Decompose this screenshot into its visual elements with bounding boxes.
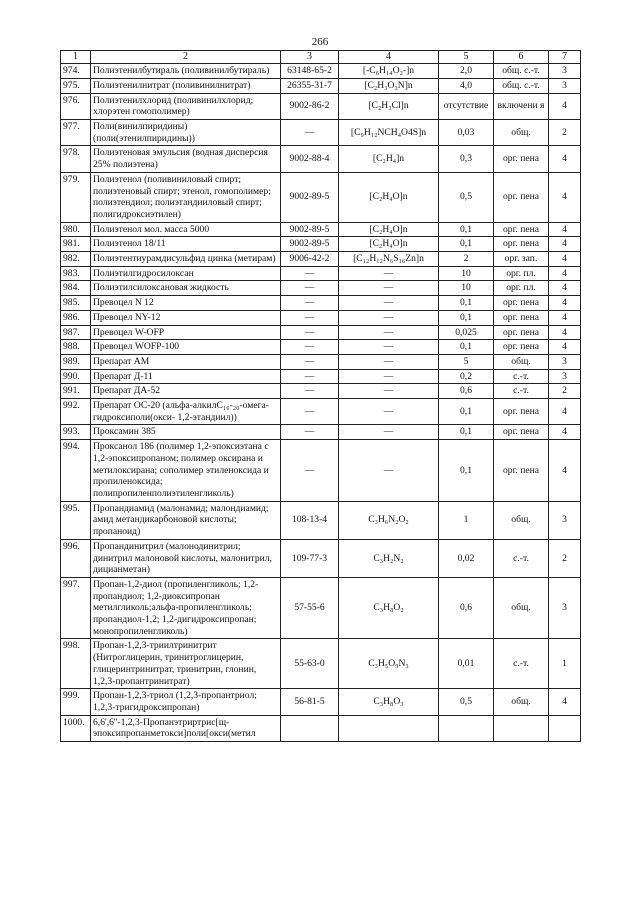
formula: —	[339, 354, 439, 369]
cas-number: 55-63-0	[281, 639, 339, 689]
concentration-value: 0,01	[439, 639, 494, 689]
table-row	[61, 64, 581, 79]
table-row	[61, 281, 581, 296]
hazard-class: 4	[549, 399, 581, 425]
concentration-value: 0,03	[439, 120, 494, 146]
limit-type: орг. пл.	[494, 281, 549, 296]
cas-number: —	[281, 440, 339, 502]
cas-number: 109-77-3	[281, 539, 339, 577]
concentration-value: 1	[439, 501, 494, 539]
concentration-value: 2,0	[439, 64, 494, 79]
substance-name: Пропандиамид (малонамид; малондиамид; амид метандикарбоновой кислоты; пропаноид)	[91, 501, 281, 539]
formula: [C₁₂H₁₂N₆S₁₆Zn]n	[339, 252, 439, 267]
concentration-value: 0,1	[439, 237, 494, 252]
formula: —	[339, 340, 439, 355]
formula: —	[339, 440, 439, 502]
concentration-value: 0,02	[439, 539, 494, 577]
limit-type: общ. с.-т.	[494, 64, 549, 79]
cas-number: 57-55-6	[281, 577, 339, 639]
concentration-value: 2	[439, 252, 494, 267]
row-number: 987.	[61, 325, 91, 340]
concentration-value: 0,1	[439, 425, 494, 440]
table-row	[61, 399, 581, 425]
substance-name: Полиэтенилнитрат (поливинилнитрат)	[91, 78, 281, 93]
hazard-class: 4	[549, 689, 581, 715]
limit-type: общ.	[494, 501, 549, 539]
row-number: 979.	[61, 172, 91, 222]
limit-type: с.-т.	[494, 539, 549, 577]
hazard-class: 4	[549, 310, 581, 325]
concentration-value: отсутствие	[439, 93, 494, 119]
row-number: 977.	[61, 120, 91, 146]
formula: —	[339, 266, 439, 281]
hazard-class: 2	[549, 539, 581, 577]
cas-number: —	[281, 354, 339, 369]
table-row	[61, 310, 581, 325]
row-number: 1000.	[61, 715, 91, 741]
hazard-class: 4	[549, 146, 581, 172]
hazard-class: 4	[549, 440, 581, 502]
substance-name: Пропан-1,2-диол (пропиленгликоль; 1,2-пропандиол; 1,2-диоксипропан метилгликоль;альфа-пропиленгликоль; пропандиол-1,2; 1,2-дигидроксипропан; монопропиленгликоль)	[91, 577, 281, 639]
limit-type	[494, 715, 549, 741]
limit-type: общ.	[494, 689, 549, 715]
substance-name: Полиэтилсилоксановая жидкость	[91, 281, 281, 296]
substance-name: Превоцел N 12	[91, 296, 281, 311]
limit-type: орг. пена	[494, 440, 549, 502]
concentration-value: 0,1	[439, 222, 494, 237]
hazard-class: 4	[549, 340, 581, 355]
hazard-class: 4	[549, 237, 581, 252]
hazard-class: 4	[549, 425, 581, 440]
row-number: 993.	[61, 425, 91, 440]
limit-type: орг. пена	[494, 310, 549, 325]
table-row	[61, 340, 581, 355]
substance-name: Препарат Д-11	[91, 369, 281, 384]
hazard-class: 3	[549, 577, 581, 639]
table-row	[61, 715, 581, 741]
cas-number: 56-81-5	[281, 689, 339, 715]
row-number: 981.	[61, 237, 91, 252]
row-number: 975.	[61, 78, 91, 93]
formula: [C₉H₁₂NCH₄O4S]n	[339, 120, 439, 146]
formula: —	[339, 425, 439, 440]
formula: C₃H₅O₉N₃	[339, 639, 439, 689]
concentration-value: 0,3	[439, 146, 494, 172]
limit-type: общ.	[494, 577, 549, 639]
substance-name: Полиэтенол 18/11	[91, 237, 281, 252]
formula: [C₂H₄O]n	[339, 237, 439, 252]
hazard-class: 4	[549, 93, 581, 119]
table-row	[61, 325, 581, 340]
row-number: 995.	[61, 501, 91, 539]
cas-number: —	[281, 281, 339, 296]
header-cell: 4	[339, 51, 439, 64]
row-number: 988.	[61, 340, 91, 355]
table-row	[61, 252, 581, 267]
concentration-value: 0,1	[439, 399, 494, 425]
table-row	[61, 172, 581, 222]
hazard-class: 4	[549, 172, 581, 222]
limit-type: орг. пена	[494, 325, 549, 340]
table-row	[61, 222, 581, 237]
concentration-value: 0,6	[439, 384, 494, 399]
header-cell: 3	[281, 51, 339, 64]
cas-number: 9002-89-5	[281, 237, 339, 252]
substances-table	[60, 50, 581, 742]
hazard-class: 2	[549, 384, 581, 399]
cas-number: —	[281, 310, 339, 325]
header-row	[61, 51, 581, 64]
cas-number: —	[281, 120, 339, 146]
limit-type: включени я	[494, 93, 549, 119]
formula: —	[339, 296, 439, 311]
cas-number: 108-13-4	[281, 501, 339, 539]
concentration-value	[439, 715, 494, 741]
row-number: 986.	[61, 310, 91, 325]
hazard-class: 3	[549, 64, 581, 79]
row-number: 992.	[61, 399, 91, 425]
hazard-class: 3	[549, 354, 581, 369]
formula: —	[339, 281, 439, 296]
concentration-value: 10	[439, 266, 494, 281]
hazard-class: 4	[549, 325, 581, 340]
limit-type: орг. пена	[494, 399, 549, 425]
table-row	[61, 296, 581, 311]
substance-name: Превоцел WOFP-100	[91, 340, 281, 355]
table-row	[61, 539, 581, 577]
cas-number: —	[281, 425, 339, 440]
substance-name: Полиэтентиурамдисульфид цинка (метирам)	[91, 252, 281, 267]
substance-name: Полиэтенол (поливиниловый спирт; полиэтеновый спирт; этенол, гомополимер; полиэтендиол; полиэтандииловый спирт; полигидроксиэтилен)	[91, 172, 281, 222]
cas-number	[281, 715, 339, 741]
table-row	[61, 501, 581, 539]
header-cell: 5	[439, 51, 494, 64]
hazard-class: 2	[549, 120, 581, 146]
formula: [C₂H₄]n	[339, 146, 439, 172]
cas-number: 9002-88-4	[281, 146, 339, 172]
limit-type: с.-т.	[494, 639, 549, 689]
concentration-value: 0,1	[439, 310, 494, 325]
row-number: 994.	[61, 440, 91, 502]
formula: [C₂H₃Cl]n	[339, 93, 439, 119]
substance-name: Полиэтилгидросилоксан	[91, 266, 281, 281]
cas-number: 9002-89-5	[281, 222, 339, 237]
limit-type: орг. пена	[494, 296, 549, 311]
hazard-class: 4	[549, 296, 581, 311]
substance-name: Препарат ДА-52	[91, 384, 281, 399]
substance-name: Препарат ОС-20 (альфа-алкилС₁₆-₂₀-омега-гидроксиполи(окси- 1,2-этандиил))	[91, 399, 281, 425]
formula: C₃H₈O₃	[339, 689, 439, 715]
substance-name: Пропандинитрил (малонодинитрил; динитрил малоновой кислоты, малонитрил, дицианметан)	[91, 539, 281, 577]
row-number: 976.	[61, 93, 91, 119]
formula: —	[339, 325, 439, 340]
concentration-value: 4,0	[439, 78, 494, 93]
substance-name: Проксанол 186 (полимер 1,2-эпоксиэтана с 1,2-эпоксипропаном; полимер оксирана и метилоксирана; сополимер этиленоксида и пропиленоксида; полипропиленполиэтиленгликоль)	[91, 440, 281, 502]
page-number: 266	[311, 36, 329, 48]
substance-name: Превоцел W-OFP	[91, 325, 281, 340]
substance-name: 6,6',6''-1,2,3-Пропанэтриртрис[щ-эпоксипропанметокси]поли[окси(метил	[91, 715, 281, 741]
substance-name: Пропан-1,2,3-триилтринитрит (Нитроглицерин, тринитроглицерин, глицеринтринитрат, тринитрин, глонин, 1,2,3-пропантринитрат)	[91, 639, 281, 689]
formula: C₃H₂N₂	[339, 539, 439, 577]
substance-name: Полиэтеновая эмульсия (водная дисперсия 25% полиэтена)	[91, 146, 281, 172]
table-row	[61, 266, 581, 281]
table-row	[61, 146, 581, 172]
row-number: 990.	[61, 369, 91, 384]
cas-number: —	[281, 399, 339, 425]
concentration-value: 0,1	[439, 440, 494, 502]
substance-name: Поли(винилпиридины) (поли(этенилпиридины))	[91, 120, 281, 146]
row-number: 996.	[61, 539, 91, 577]
hazard-class: 3	[549, 369, 581, 384]
limit-type: орг. пена	[494, 172, 549, 222]
formula: C₃H₆N₂O₂	[339, 501, 439, 539]
cas-number: 26355-31-7	[281, 78, 339, 93]
table-row	[61, 369, 581, 384]
substance-name: Полиэтенол мол. масса 5000	[91, 222, 281, 237]
formula: [C₂H₃O₃N]n	[339, 78, 439, 93]
row-number: 974.	[61, 64, 91, 79]
concentration-value: 0,1	[439, 340, 494, 355]
formula: [-C₆H₁₄O₂-]n	[339, 64, 439, 79]
header-cell: 6	[494, 51, 549, 64]
hazard-class: 3	[549, 78, 581, 93]
hazard-class	[549, 715, 581, 741]
hazard-class: 4	[549, 222, 581, 237]
limit-type: орг. пена	[494, 146, 549, 172]
row-number: 985.	[61, 296, 91, 311]
concentration-value: 0,5	[439, 172, 494, 222]
formula: —	[339, 310, 439, 325]
table-row	[61, 354, 581, 369]
cas-number: —	[281, 340, 339, 355]
table-body	[61, 64, 581, 742]
substance-name: Полиэтенилхлорид (поливинилхлорид; хлорэтен гомополимер)	[91, 93, 281, 119]
limit-type: орг. пена	[494, 237, 549, 252]
row-number: 980.	[61, 222, 91, 237]
substance-name: Превоцел NY-12	[91, 310, 281, 325]
hazard-class: 4	[549, 252, 581, 267]
concentration-value: 5	[439, 354, 494, 369]
cas-number: —	[281, 296, 339, 311]
formula	[339, 715, 439, 741]
table-row	[61, 689, 581, 715]
hazard-class: 3	[549, 501, 581, 539]
limit-type: орг. пена	[494, 425, 549, 440]
concentration-value: 0,6	[439, 577, 494, 639]
table-row	[61, 384, 581, 399]
cas-number: —	[281, 266, 339, 281]
header-cell: 7	[549, 51, 581, 64]
limit-type: общ. с.-т.	[494, 78, 549, 93]
cas-number: 9006-42-2	[281, 252, 339, 267]
limit-type: с.-т.	[494, 384, 549, 399]
formula: [C₂H₄O]n	[339, 222, 439, 237]
formula: —	[339, 369, 439, 384]
row-number: 982.	[61, 252, 91, 267]
cas-number: —	[281, 325, 339, 340]
row-number: 999.	[61, 689, 91, 715]
formula: —	[339, 399, 439, 425]
table-row	[61, 425, 581, 440]
cas-number: —	[281, 384, 339, 399]
concentration-value: 0,1	[439, 296, 494, 311]
cas-number: 9002-89-5	[281, 172, 339, 222]
limit-type: орг. пена	[494, 222, 549, 237]
hazard-class: 1	[549, 639, 581, 689]
concentration-value: 0,2	[439, 369, 494, 384]
formula: [C₂H₄O]n	[339, 172, 439, 222]
table-row	[61, 639, 581, 689]
substance-name: Проксамин 385	[91, 425, 281, 440]
table-row	[61, 577, 581, 639]
substance-name: Полиэтенилбутираль (поливинилбутираль)	[91, 64, 281, 79]
header-cell: 1	[61, 51, 91, 64]
table-row	[61, 237, 581, 252]
row-number: 978.	[61, 146, 91, 172]
table-row	[61, 440, 581, 502]
limit-type: орг. пена	[494, 340, 549, 355]
limit-type: общ.	[494, 354, 549, 369]
concentration-value: 10	[439, 281, 494, 296]
limit-type: общ.	[494, 120, 549, 146]
table-row	[61, 120, 581, 146]
cas-number: 9002-86-2	[281, 93, 339, 119]
limit-type: орг. пл.	[494, 266, 549, 281]
hazard-class: 4	[549, 266, 581, 281]
hazard-class: 4	[549, 281, 581, 296]
cas-number: —	[281, 369, 339, 384]
row-number: 998.	[61, 639, 91, 689]
formula: —	[339, 384, 439, 399]
row-number: 997.	[61, 577, 91, 639]
table-row	[61, 93, 581, 119]
concentration-value: 0,025	[439, 325, 494, 340]
formula: C₃H₈O₂	[339, 577, 439, 639]
row-number: 983.	[61, 266, 91, 281]
cas-number: 63148-65-2	[281, 64, 339, 79]
table-row	[61, 78, 581, 93]
header-cell: 2	[91, 51, 281, 64]
substance-name: Пропан-1,2,3-триол (1,2,3-пропантриол; 1,2,3-тригидроксипропан)	[91, 689, 281, 715]
row-number: 991.	[61, 384, 91, 399]
limit-type: орг. зап.	[494, 252, 549, 267]
row-number: 989.	[61, 354, 91, 369]
limit-type: с.-т.	[494, 369, 549, 384]
concentration-value: 0,5	[439, 689, 494, 715]
substance-name: Препарат АМ	[91, 354, 281, 369]
row-number: 984.	[61, 281, 91, 296]
